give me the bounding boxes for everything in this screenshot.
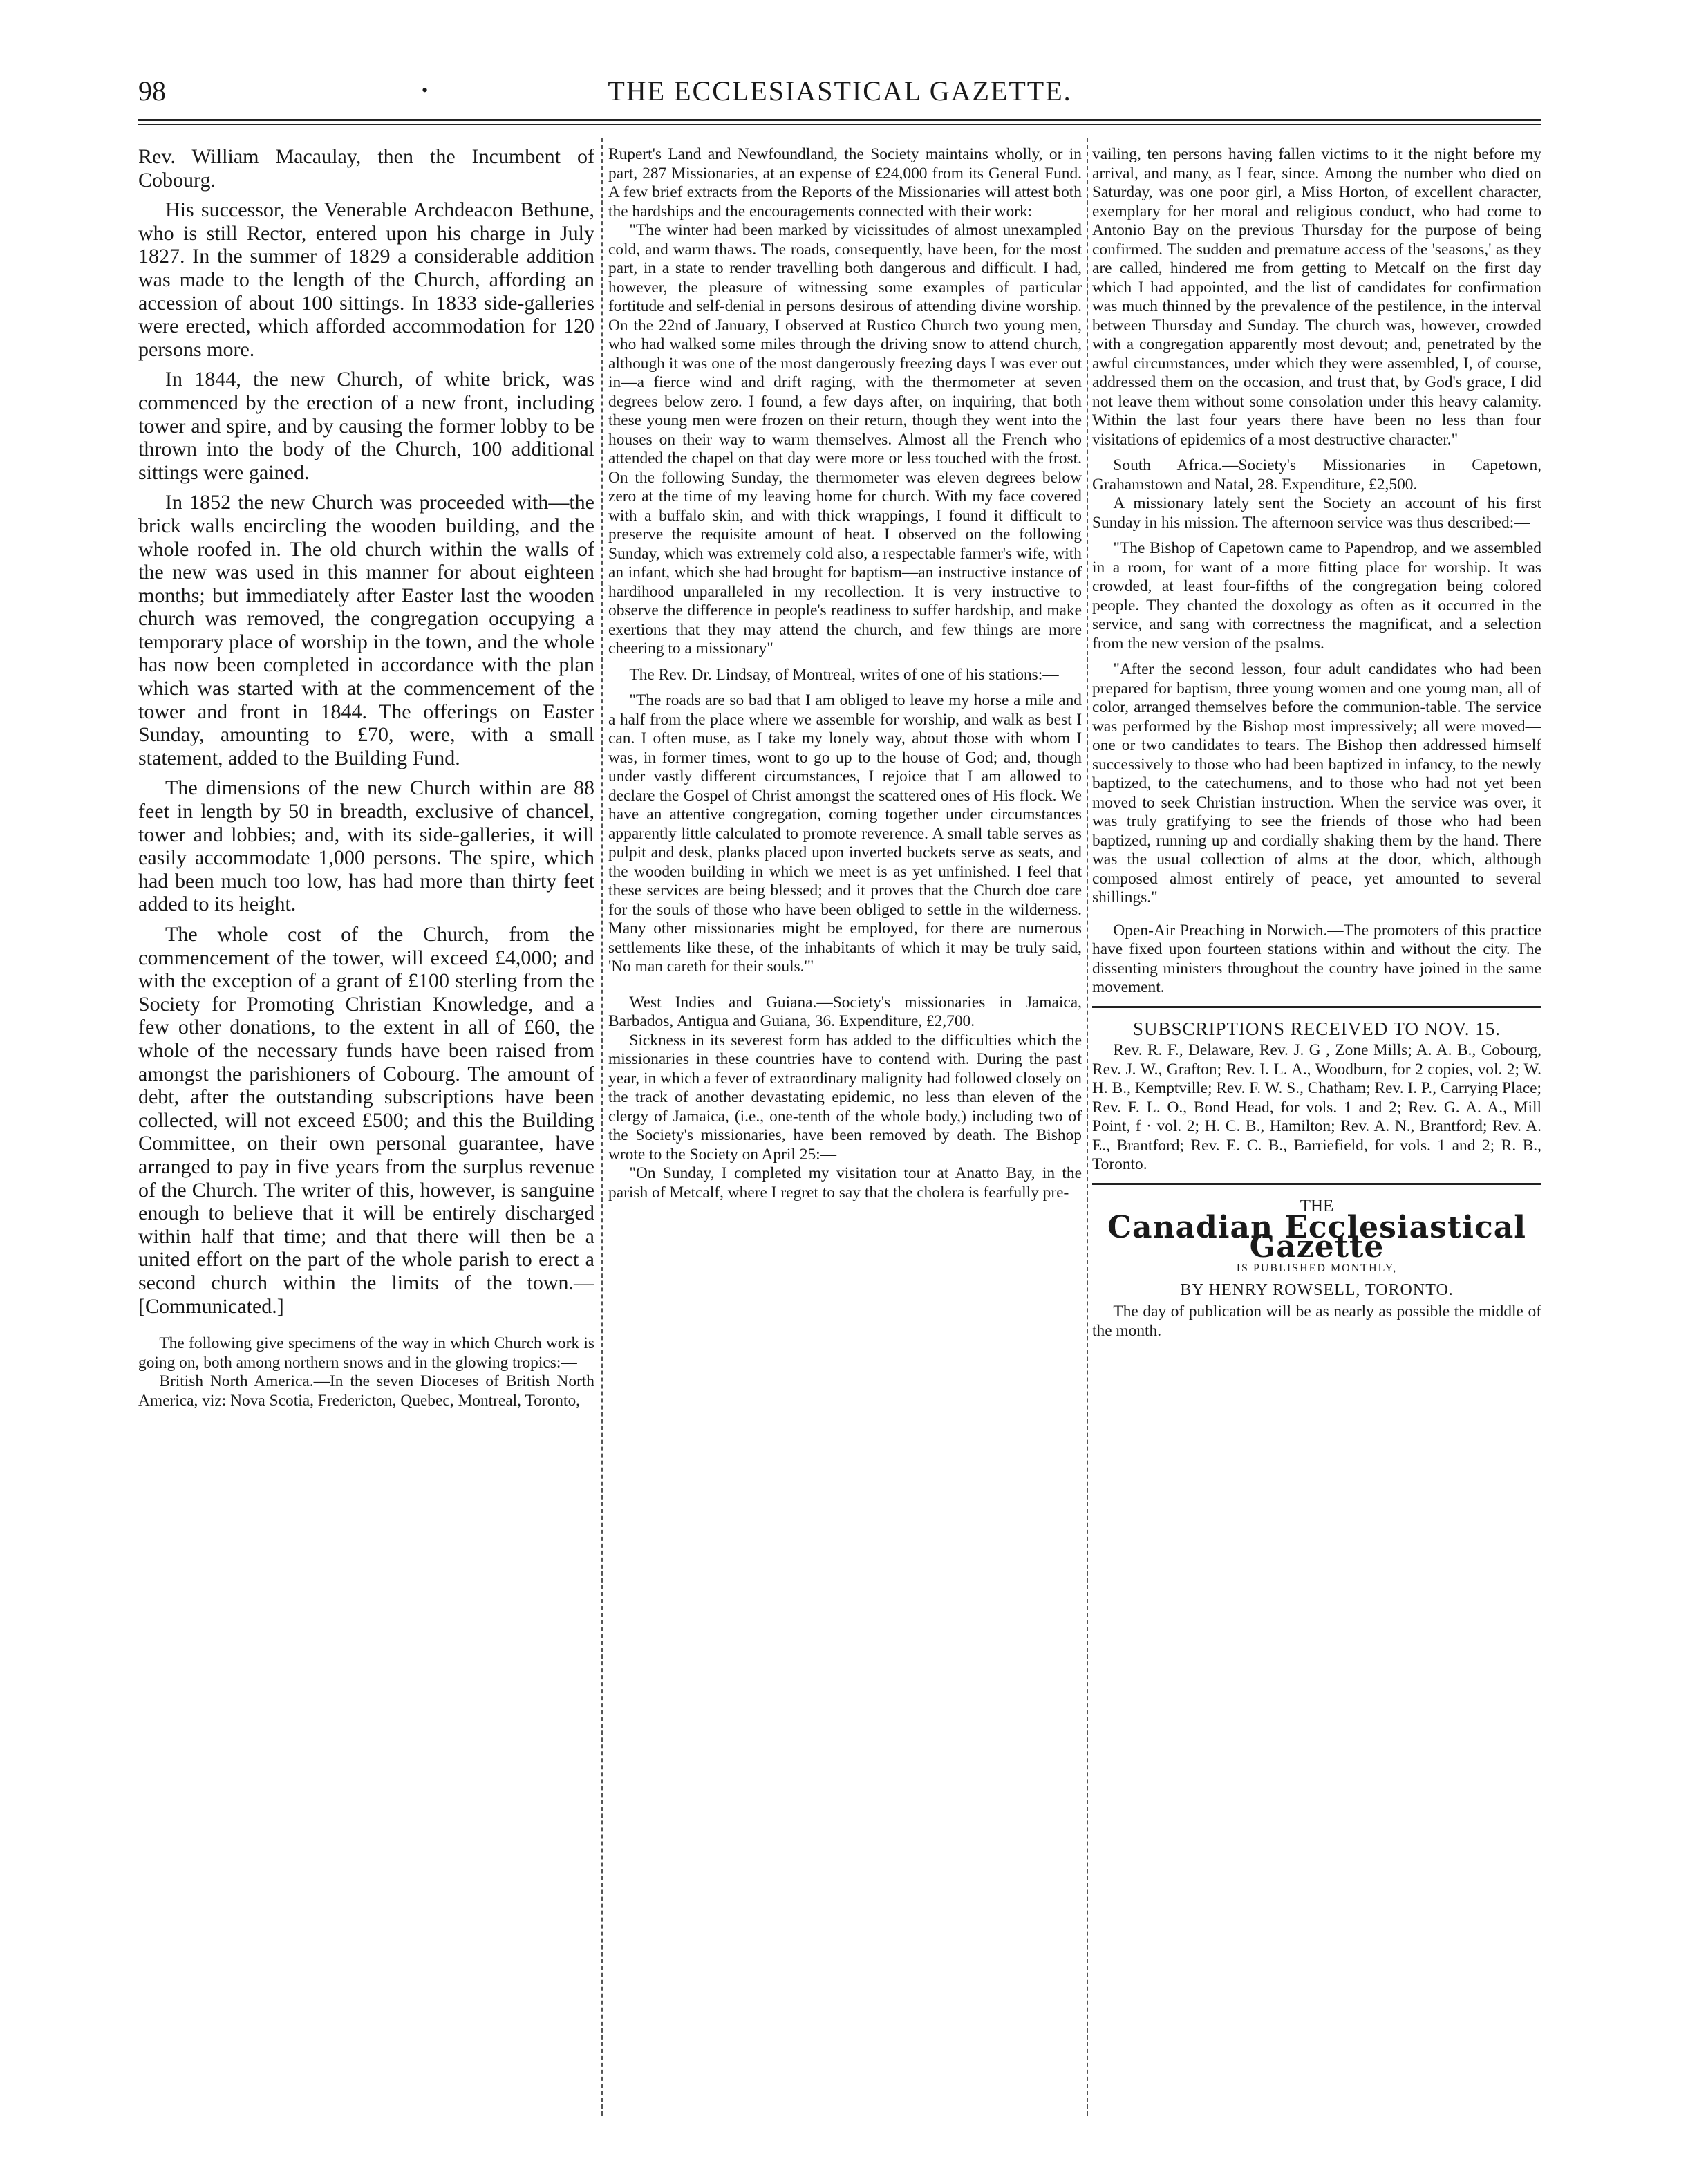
paragraph: "The Bishop of Capetown came to Papendrop, and we assembled in a room, for want of a more fitting place for worship. It was crowded, at least four-fifths of the congregation being colored people. They chanted the doxology as often as it occurred in the service, and sang with correctness the magnificat, and a selection from the new version of the psalms. <box>1092 539 1541 653</box>
section-rule <box>1092 1006 1541 1011</box>
paragraph: "The roads are so bad that I am obliged to leave my horse a mile and a half from the place where we assemble for worship, and walk as best I can. I often muse, as I take my lonely way, about those with whom I was, in former times, wont to go up to the house of God; and, though under vastly different circumstances, I rejoice that I am allowed to declare the Gospel of Christ amongst the scattered ones of His flock. We have an attentive congregation, coming together under circumstances apparently little calculated to promote reverence. A small table serves as pulpit and desk, planks placed upon inverted buckets serve as seats, and the wooden building in which we meet is as yet unfinished. I feel that these services are being blessed; and it proves that the Church doe care for the souls of those who have been obliged to settle in the wilderness. Many other missionaries might be employed, for there are numerous settlements like these, of the inhabitants of which it may be truly said, 'No man careth for their souls.'" <box>608 691 1082 976</box>
paragraph: The whole cost of the Church, from the commencement of the tower, will exceed £4,000; and with the exception of a grant of £100 sterling from the Society for Promoting Christian Knowledge, and a few other donations, to the extent in all of £60, the whole of the necessary funds have been raised from amongst the parishioners of Cobourg. The amount of debt, after the outstanding subscriptions have been collected, will not exceed £500; and this the Building Committee, on their own personal guarantee, have arranged to pay in five years from the surplus revenue of the Church. The writer of this, however, is sanguine enough to believe that it will be entirely discharged within half that time; and that there will then be a united effort on the part of the whole parish to erect a second church within the limits of the town.—[Communicated.] <box>138 923 594 1318</box>
paragraph: South Africa.—Society's Missionaries in Capetown, Grahamstown and Natal, 28. Expenditure, £2,500. <box>1092 456 1541 494</box>
paragraph: In 1844, the new Church, of white brick, was commenced by the erection of a new front, including tower and spire, and by causing the former lobby to be thrown into the body of the Church, 100 additional sittings were gained. <box>138 368 594 484</box>
paragraph: Rupert's Land and Newfoundland, the Society maintains wholly, or in part, 287 Missionaries, at an expense of £24,000 from its General Fund. A few brief extracts from the Reports of the Missionaries will attest both the hardships and the encouragements connected with their work: <box>608 145 1082 221</box>
column-divider-1 <box>601 138 603 2116</box>
paragraph: His successor, the Venerable Archdeacon Bethune, who is still Rector, entered upon his charge in July 1827. In the summer of 1829 a considerable addition was made to the length of the Church, affording an accession of about 100 sittings. In 1833 side-galleries were erected, which afforded accommodation for 120 persons more. <box>138 198 594 361</box>
paragraph: A missionary lately sent the Society an account of his first Sunday in his mission. The afternoon service was thus described:— <box>1092 494 1541 532</box>
paragraph: The Rev. Dr. Lindsay, of Montreal, writes of one of his stations:— <box>629 665 1059 684</box>
paragraph: The following give specimens of the way in which Church work is going on, both among northern snows and in the glowing tropics:— <box>138 1334 594 1372</box>
header-rule-top <box>138 119 1541 121</box>
subscriptions-heading: SUBSCRIPTIONS RECEIVED TO NOV. 15. <box>1132 1018 1501 1039</box>
paragraph: "The winter had been marked by vicissitudes of almost unexampled cold, and warm thaws. The roads, consequently, have been, for the most part, in a state to render travelling both dangerous and difficult. I had, however, the pleasure of witnessing some examples of particular fortitude and self-denial in persons desirous of attending divine worship. On the 22nd of January, I observed at Rustico Church two young men, who had walked some miles through the driving snow to attend church, although it was one of the most dangerously freezing days I was ever out in—a fierce wind and drift raging, with the thermometer at seven degrees below zero. I found, a few days after, on inquiring, that both these young men were frozen on their return, though they went into the houses on their way to warm themselves. Almost all the French who attended the chapel on that day were more or less touched with the frost. On the following Sunday, the thermometer was eleven degrees below zero at the time of my leaving home for church. With my face covered with a buffalo skin, and with thick wrappings, I found it difficult to preserve the requisite amount of heat. I observed on the following Sunday, which was extremely cold also, a respectable farmer's wife, with an infant, which she had brought for baptism—an instructive instance of hardihood unparalleled in my recollection. It is very instructive to observe the difference in people's readiness to suffer hardship, and make exertions that they may attend the church, and few things are more cheering to a missionary" <box>608 221 1082 657</box>
header-rule-bottom <box>138 124 1541 125</box>
publication-note: The day of publication will be as nearly as possible the middle of the month. <box>1092 1303 1541 1340</box>
section-rule <box>1092 1183 1541 1188</box>
publication-name: Canadian Ecclesiastical Gazette <box>1107 1210 1526 1264</box>
subscriptions-list: Rev. R. F., Delaware, Rev. J. G , Zone Mills; A. A. B., Cobourg, Rev. J. W., Grafton; Rev. I. L. A., Woodburn, for 2 copies, vol. 2; W. H. B., Kemptville; Rev. F. W. S., Chatham; Rev. I. P., Carrying Place; Rev. F. L. O., Bond Head, for vols. 1 and 2; Rev. G. A. A., Mill Point, f · vol. 2; H. C. B., Hamilton; Rev. A. N., Brantford; Rev. A. E., Brantford; Rev. E. C. B., Barriefield, for vols. 1 and 2; R. B., Toronto. <box>1092 1041 1541 1173</box>
publisher-name: BY HENRY ROWSELL, TORONTO. <box>1180 1280 1454 1299</box>
column-2 <box>608 145 1082 1202</box>
paragraph: "On Sunday, I completed my visitation tour at Anatto Bay, in the parish of Metcalf, where I regret to say that the cholera is fearfully pre- <box>608 1164 1082 1202</box>
paragraph: Sickness in its severest form has added to the difficulties which the missionaries in these countries have to contend with. During the past year, in which a fever of extraordinary malignity had followed closely on the track of another devastating epidemic, no less than eleven of the clergy of Jamaica, (i.e., one-tenth of the whole body,) including two of the Society's missionaries, have been removed by death. The Bishop wrote to the Society on April 25:— <box>608 1031 1082 1164</box>
publisher-the: THE <box>1300 1196 1334 1215</box>
page-title: THE ECCLESIASTICAL GAZETTE. <box>608 75 1072 106</box>
paragraph: Rev. William Macaulay, then the Incumbent of Cobourg. <box>138 145 594 192</box>
paragraph: The dimensions of the new Church within are 88 feet in length by 50 in breadth, exclusive of chancel, tower and lobbies; and, with its side-galleries, it will easily accommodate 1,000 persons. The spire, which had been much too low, has had more than thirty feet added to its height. <box>138 776 594 916</box>
paragraph: vailing, ten persons having fallen victims to it the night before my arrival, and many, as I fear, since. Among the number who died on Saturday, was one poor girl, a Miss Horton, of excellent character, exemplary for her moral and religious conduct, who had come to Antonio Bay on the previous Thursday for the purpose of being confirmed. The sudden and premature access of the 'seasons,' as they are called, hindered me from getting to Metcalf on the first day which I had appointed, and the list of candidates for confirmation was much thinned by the prevalence of the pestilence, in the interval between Thursday and Sunday. The church was, however, crowded with a congregation apparently most devout; and, penetrated by the awful circumstances, under which they were assembled, I, of course, addressed them on the occasion, and trust that, by God's grace, I did not leave them without some consolation under this heavy calamity. Within the last four years there have been no less than four visitations of epidemics of a most destructive character." <box>1092 145 1541 449</box>
header-dot: • <box>422 80 429 100</box>
paragraph: British North America.—In the seven Dioceses of British North America, viz: Nova Scotia, Fredericton, Quebec, Montreal, Toronto, <box>138 1372 594 1410</box>
page-number: 98 <box>138 75 166 106</box>
column-1 <box>138 145 594 1410</box>
column-divider-2 <box>1087 138 1088 2116</box>
paragraph: In 1852 the new Church was proceeded with—the brick walls encircling the wooden building, and the whole roofed in. The old church within the walls of the new was used in this manner for about eighteen months; but immediately after Easter last the wooden church was removed, the congregation occupying a temporary place of worship in the town, and the whole has now been completed in accordance with the plan which was started with at the commencement of the tower and front in 1844. The offerings on Easter Sunday, amounting to £70, were, with a small statement, added to the Building Fund. <box>138 491 594 769</box>
paragraph: "After the second lesson, four adult candidates who had been prepared for baptism, three young women and one young man, all of color, arranged themselves before the communion-table. The service was performed by the Bishop most impressively; all were moved—one or two candidates to tears. The Bishop then addressed himself successively to those who had been baptized in infancy, to the newly baptized, to the catechumens, and to those who had not yet been moved to seek Christian instruction. When the service was over, it was truly gratifying to see the friends of those who had been baptized, running up and cordially shaking them by the hand. There was the usual collection of alms at the door, which, although composed almost entirely of peace, yet amounted to several shillings." <box>1092 660 1541 906</box>
paragraph: West Indies and Guiana.—Society's missionaries in Jamaica, Barbados, Antigua and Guiana, 36. Expenditure, £2,700. <box>608 993 1082 1030</box>
publication-frequency: IS PUBLISHED MONTHLY, <box>1236 1262 1398 1274</box>
paragraph: Open-Air Preaching in Norwich.—The promoters of this practice have fixed upon fourteen stations within and without the city. The dissenting ministers throughout the country have joined in the same movement. <box>1092 921 1541 996</box>
column-3 <box>1092 145 1541 1341</box>
page-header <box>138 75 1541 116</box>
